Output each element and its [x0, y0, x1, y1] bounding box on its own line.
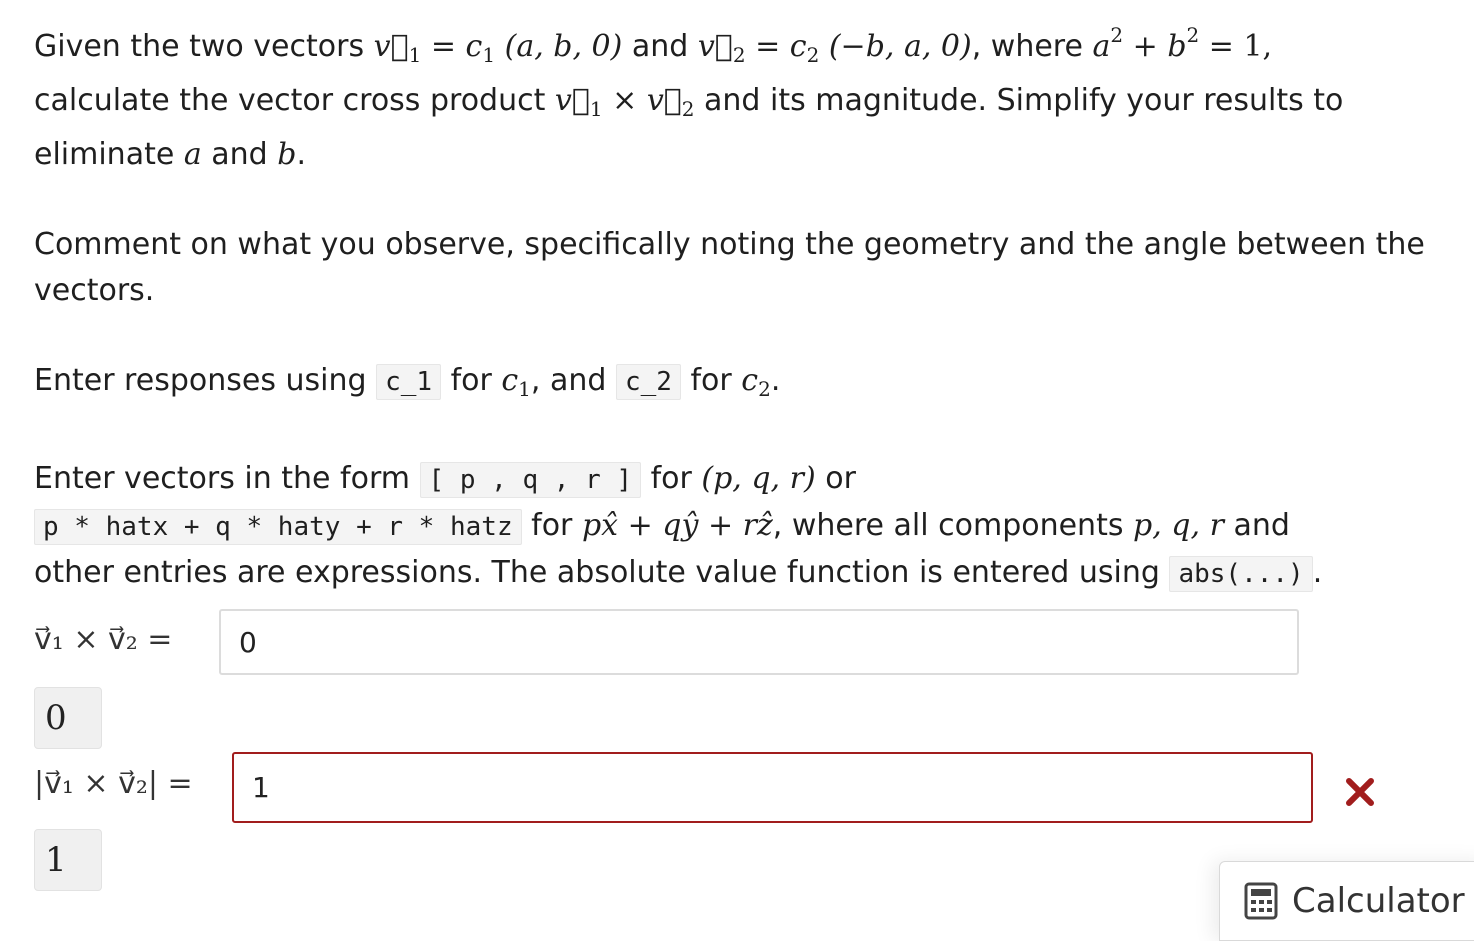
text: Given the two vectors [34, 29, 374, 64]
calculator-icon [1244, 882, 1278, 920]
cross-label: v⃗₁ × v⃗₂ = [34, 622, 173, 657]
math-c2: $c_2$ [741, 363, 771, 401]
question-paragraph-4: Enter vectors in the form [ p , q , r ] for (p, q, r) or p * hatx + q * haty + r * hatz for px̂ + qŷ + rẑ, where all components p, q, r and other entries are expressions. The absolute value function is entered using abs(...) . [34, 461, 1323, 590]
math-phat: px̂ + qŷ + rẑ [581, 508, 773, 543]
question-paragraph-1 [34, 12, 1434, 178]
math-cross: $v⃗_1$ × $v⃗_2$ [554, 83, 695, 121]
math-v1: $v⃗_1 = c_1$ (a, b, 0) [373, 29, 623, 67]
text: and [622, 29, 698, 64]
magnitude-label: |v⃗₁ × v⃗₂| = [34, 766, 193, 801]
magnitude-answer-row [34, 766, 193, 801]
code-vector-bracket: [ p , q , r ] [420, 462, 642, 498]
text: eliminate [34, 137, 184, 172]
question-body [34, 12, 1434, 597]
math-v2: $v⃗_2 = c_2$ (−b, a, 0) [697, 29, 972, 67]
math-components: p, q, r [1133, 508, 1224, 543]
question-paragraph-3: Enter responses using c_1 for $c_1$, and c_2 for $c_2$. [34, 363, 781, 401]
magnitude-preview: 1 [34, 829, 102, 891]
math-pqr: (p, q, r) [701, 461, 816, 496]
text: and [201, 137, 278, 172]
text: and its magnitude. Simplify your results to [694, 83, 1344, 118]
code-c2: c_2 [616, 364, 681, 400]
cross-answer-row [34, 622, 172, 657]
math-constraint: $a^2 + b^2 = 1$, [1092, 23, 1273, 64]
text: , where [971, 29, 1093, 64]
incorrect-x-icon [1344, 776, 1376, 808]
calculator-button[interactable] [1219, 861, 1474, 941]
text: . [296, 137, 307, 172]
magnitude-input[interactable] [232, 752, 1313, 823]
code-c1: c_1 [376, 364, 441, 400]
cross-product-input[interactable] [219, 609, 1299, 675]
code-abs: abs(...) [1169, 556, 1312, 592]
math-c1: $c_1$ [501, 363, 531, 401]
text: calculate the vector cross product [34, 83, 555, 118]
math-b: b [277, 137, 297, 172]
math-a: a [183, 137, 202, 172]
code-vector-hat: p * hatx + q * haty + r * hatz [34, 509, 522, 545]
question-paragraph-2: Comment on what you observe, specifically noting the geometry and the angle between the vectors. [34, 227, 1425, 308]
calculator-label: Calculator [1292, 881, 1465, 921]
cross-preview: 0 [34, 687, 102, 749]
